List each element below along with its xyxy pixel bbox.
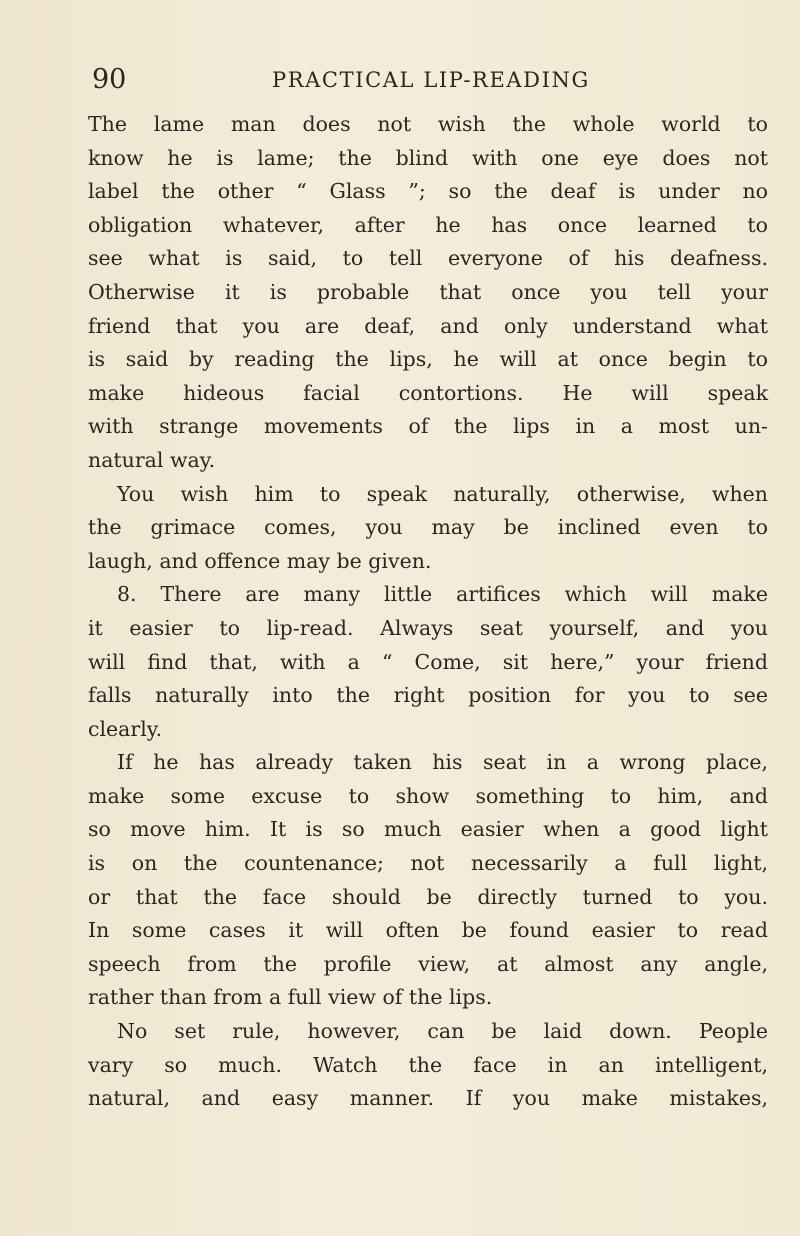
text-line: know he is lame; the blind with one eye does not (88, 145, 768, 170)
text-line: In some cases it will often be found easier to read (88, 918, 768, 943)
text-line: Otherwise it is probable that once you tell your (88, 279, 768, 304)
page-number: 90 (92, 64, 127, 95)
text-line: You wish him to speak naturally, otherwise, when (117, 481, 768, 506)
text-line: natural way. (88, 447, 216, 472)
text-line: No set rule, however, can be laid down. People (117, 1019, 768, 1044)
running-head: PRACTICAL LIP-READING (272, 68, 590, 92)
text-line: make hideous facial contortions. He will speak (88, 380, 768, 405)
text-line: make some excuse to show something to him, and (88, 783, 768, 808)
text-line: the grimace comes, you may be inclined even to (88, 515, 768, 540)
body-text (88, 108, 768, 1116)
page-header (92, 64, 752, 104)
text-line: falls naturally into the right position for you to see (88, 683, 768, 708)
text-line: is said by reading the lips, he will at once begin to (88, 347, 768, 372)
text-line: 8. There are many little artifices which will make (117, 582, 768, 607)
text-line: it easier to lip-read. Always seat yourself, and you (88, 615, 768, 640)
text-line: obligation whatever, after he has once learned to (88, 212, 768, 237)
text-line: natural, and easy manner. If you make mistakes, (88, 1086, 768, 1111)
text-line: friend that you are deaf, and only understand what (88, 313, 768, 338)
text-line: rather than from a full view of the lips. (88, 985, 493, 1010)
text-line: see what is said, to tell everyone of his deafness. (88, 246, 768, 271)
text-line: laugh, and offence may be given. (88, 548, 432, 573)
text-line: so move him. It is so much easier when a good light (88, 817, 768, 842)
text-line: clearly. (88, 716, 163, 741)
text-line: or that the face should be directly turned to you. (88, 884, 768, 909)
text-line: is on the countenance; not necessarily a full light, (88, 851, 768, 876)
text-line: vary so much. Watch the face in an intelligent, (88, 1052, 768, 1077)
text-line: speech from the profile view, at almost any angle, (88, 951, 768, 976)
text-line: will find that, with a “ Come, sit here,” your friend (88, 649, 768, 674)
text-line: with strange movements of the lips in a most un- (88, 414, 768, 439)
text-line: label the other “ Glass ”; so the deaf is under no (88, 179, 768, 204)
text-line: The lame man does not wish the whole world to (88, 112, 768, 136)
text-line: If he has already taken his seat in a wrong place, (117, 750, 768, 775)
